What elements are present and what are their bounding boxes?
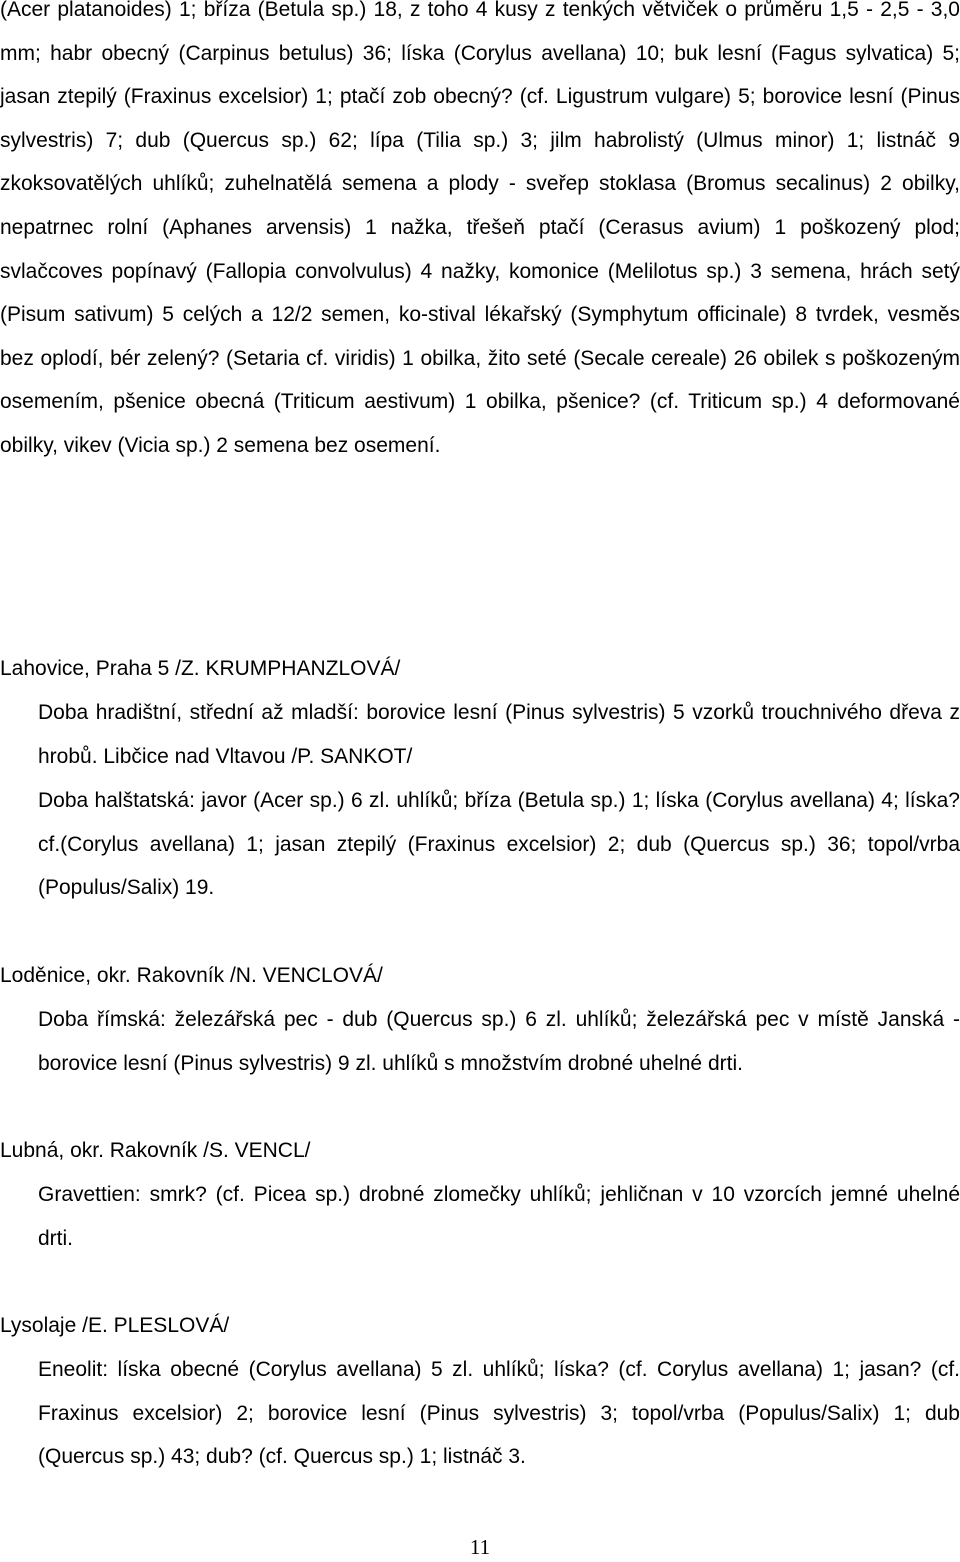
lubna-description: Gravettien: smrk? (cf. Picea sp.) drobné zlomečky uhlíků; jehličnan v 10 vzorcích jemné uhelné drti. [38,1183,960,1250]
site-heading-lysolaje: Lysolaje /E. PLESLOVÁ/ [0,1314,230,1337]
halstatt-description: Doba halštatská: javor (Acer sp.) 6 zl. uhlíků; bříza (Betula sp.) 1; líska (Corylus avellana) 4; líska? cf.(Corylus avellana) 1; jasan ztepilý (Fraxinus excelsior) 2; dub (Quercus sp.) 36; topol/vrba (Populus/Salix) 19. [38,789,960,900]
lysolaje-description: Eneolit: líska obecné (Corylus avellana) 5 zl. uhlíků; líska? (cf. Corylus avellana) 1; jasan? (cf. Fraxinus excelsior) 2; borovice lesní (Pinus sylvestris) 3; topol/vrba (Populus/Salix) 1; dub (Quercus sp.) 43; dub? (cf. Quercus sp.) 1; listnáč 3. [38,1358,960,1469]
site-heading-lubna: Lubná, okr. Rakovník /S. VENCL/ [0,1139,311,1162]
lahovice-description: Doba hradištní, střední až mladší: borovice lesní (Pinus sylvestris) 5 vzorků trouchnivého dřeva z hrobů. Libčice nad Vltavou /P. SANKOT/ [38,701,960,768]
continued-paragraph: (Acer platanoides) 1; bříza (Betula sp.) 18, z toho 4 kusy z tenkých větviček o průměru 1,5 - 2,5 - 3,0 mm; habr obecný (Carpinus betulus) 36; líska (Corylus avellana) 10; buk lesní (Fagus sylvatica) 5; jasan ztepilý (Fraxinus excelsior) 1; ptačí zob obecný? (cf. Ligustrum vulgare) 5; borovice lesní (Pinus sylvestris) 7; dub (Quercus sp.) 62; lípa (Tilia sp.) 3; jilm habrolistý (Ulmus minor) 1; listnáč 9 zkoksovatělých uhlíků; zuhelnatělá semena a plody - sveřep stoklasa (Bromus secalinus) 2 obilky, nepatrnec rolní (Aphanes arvensis) 1 nažka, třešeň ptačí (Cerasus avium) 1 poškozený plod; svlačcoves popínavý (Fallopia convolvulus) 4 nažky, komonice (Melilotus sp.) 3 semena, hrách setý (Pisum sativum) 5 celých a 12/2 semen, ko-stival lékařský (Symphytum officinale) 8 tvrdek, vesměs bez oplodí, bér zelený? (Setaria cf. viridis) 1 obilka, žito seté (Secale cereale) 26 obilek s poškozeným osemením, pšenice obecná (Triticum aestivum) 1 obilka, pšenice? (cf. Triticum sp.) 4 deformované obilky, vikev (Vicia sp.) 2 semena bez osemení. [0,0,960,457]
site-heading-lodenice: Loděnice, okr. Rakovník /N. VENCLOVÁ/ [0,964,383,987]
site-heading-lahovice: Lahovice, Praha 5 /Z. KRUMPHANZLOVÁ/ [0,657,401,680]
page-number: 11 [469,1535,491,1559]
lodenice-description: Doba římská: železářská pec - dub (Quercus sp.) 6 zl. uhlíků; železářská pec v místě Janská - borovice lesní (Pinus sylvestris) 9 zl. uhlíků s množstvím drobné uhelné drti. [38,1008,960,1075]
